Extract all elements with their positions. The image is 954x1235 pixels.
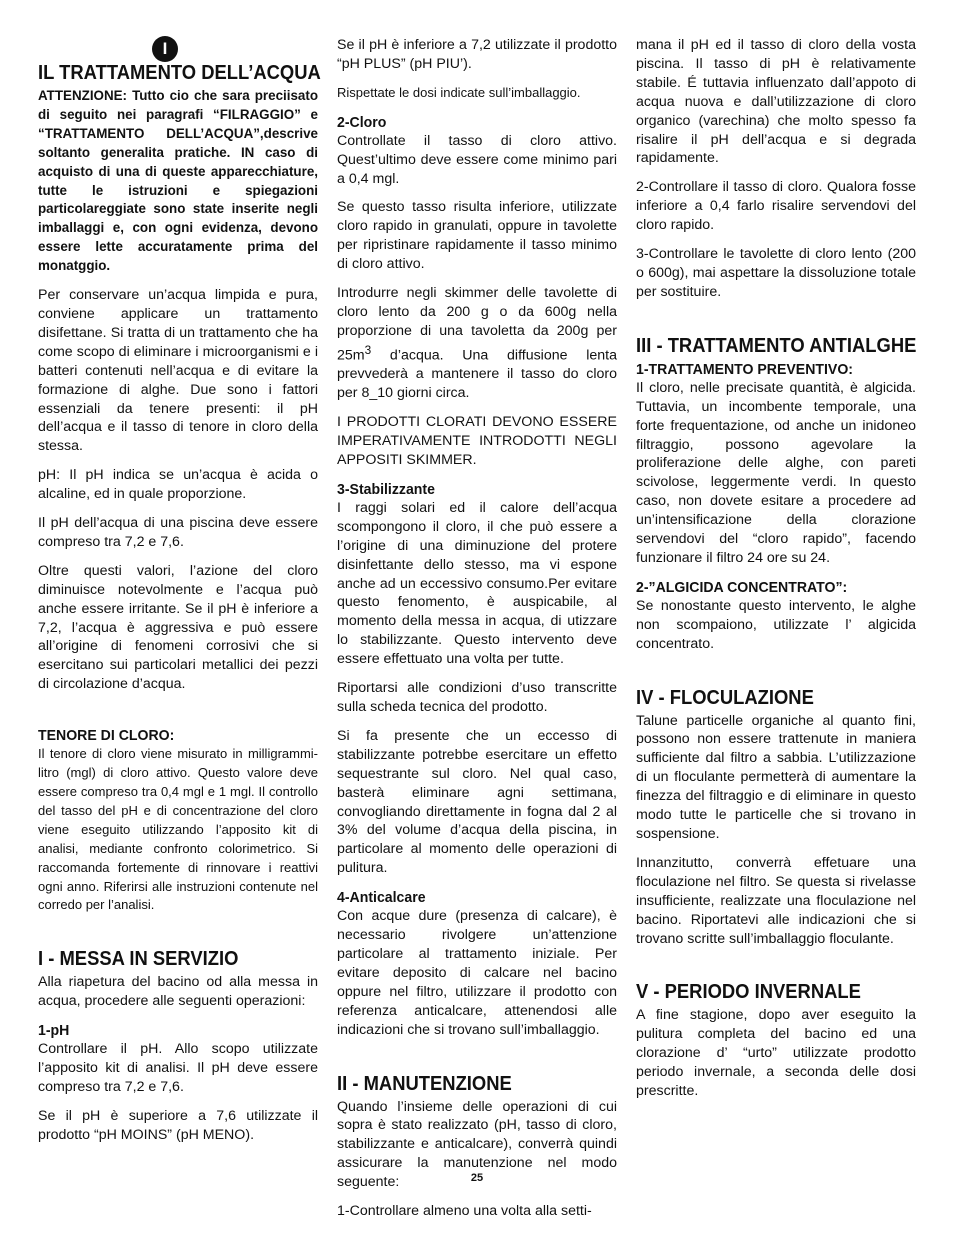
anticalcare-paragraph: Con acque dure (presenza di calcare), è necessario rivolgere un’attenzione particolare al trattamento iniziale. Per evitare deposito di calcare nel bacino oppure nel filtro, utilizzare il prodotto con referenza anticalcare, attenendosi alle indicazioni che si trovano sull’imballaggio. bbox=[337, 908, 617, 1038]
floculazione-paragraph-2: Innanzitutto, converrà effetuare una floculazione nel filtro. Se questa si rivelasse insufficiente, realizzate una floculazione nel bacino. Riportatevi alle indicazioni che si trovano scritte sull’imballaggio floculante. bbox=[636, 854, 916, 947]
manutenzione-paragraph: Quando l’insieme delle operazioni di cui sopra è stato realizzato (pH, tasso di cloro, stabilizzante e anticalcare), converrà quindi assicurare la manutenzione nel modo seguente: bbox=[337, 1098, 617, 1191]
invernale-paragraph: A fine stagione, dopo aver eseguito la pulitura completa del bacino ed una clorazione d’ “urto” utilizzate prodotto periodo invernale, a seconda delle dosi prescritte. bbox=[636, 1007, 916, 1100]
manutenzione-item-1: 1-Controllare almeno una volta alla setti- bbox=[337, 1203, 592, 1220]
anticalcare-heading: 4-Anticalcare bbox=[337, 889, 426, 907]
continued-paragraph-2: 2-Controllare il tasso di cloro. Qualora fosse inferiore a 0,4 farlo risalire servendovi del cloro rapido. bbox=[636, 179, 916, 234]
paragraph-ph-effects: Oltre questi valori, l’azione del cloro diminuisce notevolmente e l’acqua può anche essere irritante. Se il pH è inferiore a 7,2, l’acqua è aggressiva e può essere all’origine di fenomeni corrosivi che si esercitano sui particolari metallici dei pezzi di circolazione d’acqua. bbox=[38, 562, 318, 693]
column-right bbox=[636, 36, 916, 1111]
cloro-paragraph-3: Introdurre negli skimmer delle tavolette di cloro lento da 200 g o da 600g nella proporzione di una tavoletta da 200g per $25m^3$ d’acqua. Una diffusione lenta prevvederà a mantenere il tasso do cloro per 8_10 giorni circa. bbox=[337, 285, 617, 402]
cloro-paragraph-2: Se questo tasso risulta inferiore, utilizzate cloro rapido in granulati, oppure in tavolette per ripristinare rapidamente il tasso minimo di cloro attivo. bbox=[337, 199, 617, 273]
cloro-heading: 2-Cloro bbox=[337, 113, 387, 131]
continued-paragraph-1: mana il pH ed il tasso di cloro della vosta piscina. Il tasso di pH è relativamente stabile. É tuttavia influenzato dall’appoto di acqua nuova e dall’utilizzazione di cloro organico (varechina) che molto spesso fa risalire il pH dell’acqua e si degrada rapidamente. bbox=[636, 37, 916, 167]
column-middle bbox=[337, 36, 617, 1231]
preventivo-heading: 1-TRATTAMENTO PREVENTIVO: bbox=[636, 360, 853, 378]
dose-note: Rispettate le dosi indicate sull’imballaggio. bbox=[337, 84, 581, 100]
section-1-heading: I - MESSA IN SERVIZIO bbox=[38, 948, 239, 971]
chlorine-text: Il tenore di cloro viene misurato in milligrammi-litro (mgl) di cloro attivo. Questo valore deve essere compreso tra 0,4 mgl e 1 mgl. Il controllo del tasso del pH e di concentrazione del cloro viene eseguito utilizzando l’apposito kit di analisi, mediante confronto colorimetrico. Si raccomanda fortemente di rinnovare i reattivi ogni anno. Riferirsi alle instruzioni contenute nel corredo per l’analisi. bbox=[38, 746, 318, 913]
paragraph-intro: Per conservare un’acqua limpida e pura, conviene applicare un trattamento disifettane. Si tratta di un trattamento che ha come scopo di eliminare i microorganismi e i batteri contenuti nell’acqua e di evitare la formazione di alghe. Due sono i fattori essenziali da tenere presenti: il pH dell’acqua e il tasso di tenore in cloro della stessa. bbox=[38, 287, 318, 455]
warning-text: ATTENZIONE: Tutto cio che sara preciisato di seguito nei paragrafi “FILRAGGIO” e “TRATTAMENTO DELL’ACQUA”,descrive soltanto generalita pratiche. IN caso di acquisto di una di queste apparecchiature, tutte le istruzioni e spiegazioni particolareggiate sono state inserite negli imballaggi e, con ogni evidenza, devono essere lette accuratamente prima del monatggio. bbox=[38, 88, 318, 274]
stabilizzante-paragraph-2: Riportarsi alle condizioni d’uso transcritte sulla scheda tecnica del prodotto. bbox=[337, 680, 617, 716]
column-left bbox=[38, 36, 321, 1155]
chlorine-heading: TENORE DI CLORO: bbox=[38, 727, 175, 745]
section-3-heading: III - TRATTAMENTO ANTIALGHE bbox=[636, 334, 917, 357]
continued-paragraph-3: 3-Controllare le tavolette di cloro lento (200 o 600g), mai aspettare la dissoluzione totale per sostituire. bbox=[636, 246, 916, 300]
section-1-intro: Alla riapetura del bacino od alla messa in acqua, procedere alle seguenti operazioni: bbox=[38, 974, 318, 1010]
stabilizzante-paragraph-1: I raggi solari ed il calore dell’acqua scompongono il cloro, il che può essere a l’origine di una diminuzione del protere disinfettante dello stesso, ma vi espone anche ad un eccessivo consumo.Per evitare questo fenomento, è auspicabile, al momento della messa in acqua, di utizzare lo stabilizzante. Questo intervento deve essere effettuato una volta per tutte. bbox=[337, 499, 617, 668]
floculazione-paragraph-1: Talune particelle organiche al quanto fini, possono non essere trattenute in maniera sufficiente dal filtro a sabbia. L’utilizzazione di un floculante permetterà di aumentare la finezza del filtraggio e di eliminare in questo modo tutte le particelle che si trovano in sospensione. bbox=[636, 712, 916, 842]
algicida-heading: 2-”ALGICIDA CONCENTRATO”: bbox=[636, 578, 848, 596]
algicida-paragraph: Se nonostante questo intervento, le alghe non scompaiono, utilizzate l’ algicida concentrato. bbox=[636, 597, 916, 652]
paragraph-ph-definition: pH: Il pH indica se un’acqua è acida o alcaline, ed in quale proporzione. bbox=[38, 467, 318, 503]
paragraph-ph-range: Il pH dell’acqua di una piscina deve essere compreso tra 7,2 e 7,6. bbox=[38, 515, 318, 550]
stabilizzante-paragraph-3: Si fa presente che un eccesso di stabilizzante potrebbe esercitare un effetto sequestrante sul cloro. Nel qual caso, basterà eliminare agni settimana, convogliando direttamente in fogna dal 2 al 3% del volume d’acqua della piscina, in particolare al momento delle operazioni di pulitura. bbox=[337, 727, 617, 877]
preventivo-paragraph: Il cloro, nelle precisate quantità, è algicida. Tuttavia, un incombente temporale, una forte frequentazione, od anche un inidoneo filtraggio, possono agevolare la proliferazione delle alghe, con pareti scivolose, leggermente verdi. In questo caso, non dovete esitare a procedere ad un’intensificazione della clorazione servendovi del “cloro rapido”, facendo funzionare il filtro 24 ore su 24. bbox=[636, 379, 916, 566]
cloro-paragraph-4: I PRODOTTI CLORATI DEVONO ESSERE IMPERATIVAMENTE INTRODOTTI NEGLI APPOSITI SKIMMER. bbox=[337, 414, 617, 469]
page-number: 25 bbox=[470, 1172, 484, 1184]
page-title: IL TRATTAMENTO DELL’ACQUA bbox=[38, 62, 321, 84]
ph-low-text: Se il pH è inferiore a 7,2 utilizzate il prodotto “pH PLUS” (pH PIU’). bbox=[337, 37, 617, 72]
ph-heading: 1-pH bbox=[38, 1022, 70, 1040]
section-4-heading: IV - FLOCULAZIONE bbox=[636, 686, 814, 709]
section-5-heading: V - PERIODO INVERNALE bbox=[636, 981, 861, 1004]
cloro-paragraph-1: Controllate il tasso di cloro attivo. Quest’ultimo deve essere come minimo pari a 0,4 mgl. bbox=[337, 132, 617, 187]
ph-high-text: Se il pH è superiore a 7,6 utilizzate il prodotto “pH MOINS” (pH MENO). bbox=[38, 1107, 318, 1143]
ph-text: Controllare il pH. Allo scopo utilizzate l’apposito kit di analisi. Il pH deve essere compreso tra 7,2 e 7,6. bbox=[38, 1041, 318, 1095]
section-marker-badge: I bbox=[152, 36, 178, 62]
stabilizzante-heading: 3-Stabilizzante bbox=[337, 480, 435, 498]
section-2-heading: II - MANUTENZIONE bbox=[337, 1072, 512, 1095]
